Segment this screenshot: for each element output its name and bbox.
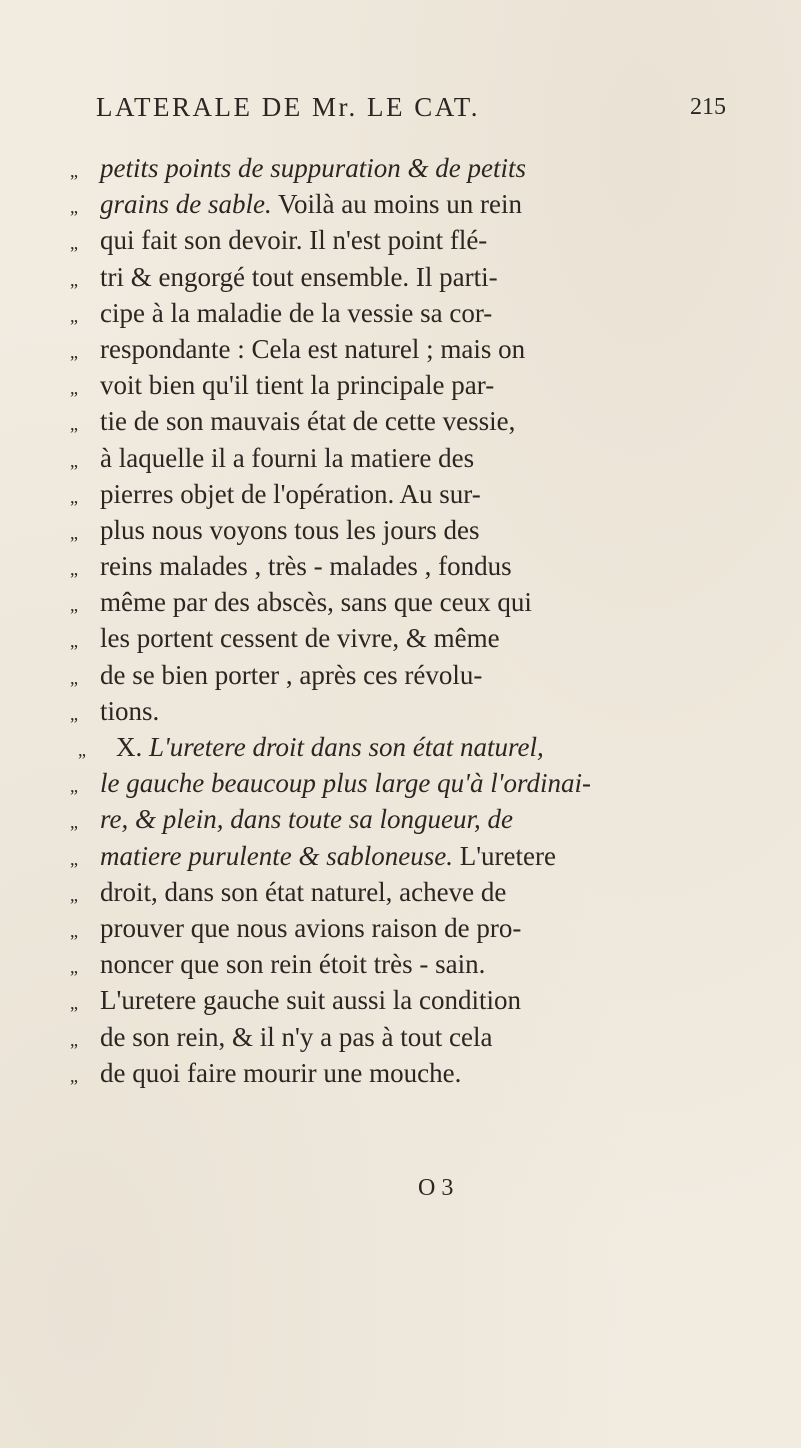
quote-mark: „: [70, 161, 78, 181]
text-line: [70, 696, 740, 732]
roman-text: L'uretere gauche suit aussi la condition: [100, 985, 521, 1016]
body-text: [70, 153, 740, 1094]
quote-mark: „: [70, 957, 78, 978]
roman-text: de quoi faire mourir une mouche.: [100, 1057, 462, 1088]
quote-mark: „: [70, 920, 78, 941]
roman-text: droit, dans son état naturel, acheve de: [100, 876, 507, 907]
line-content: [100, 1022, 493, 1053]
line-content: [100, 877, 506, 908]
line-content: [100, 515, 480, 546]
text-line: [70, 225, 740, 261]
roman-text: plus nous voyons tous les jours des: [100, 514, 480, 545]
quote-mark: „: [70, 414, 78, 435]
line-content: [116, 732, 544, 763]
quote-mark: „: [70, 1029, 78, 1050]
quote-mark: „: [70, 233, 78, 254]
text-line: [70, 189, 740, 225]
roman-text: de son rein, & il n'y a pas à tout cela: [100, 1021, 493, 1052]
line-content: [100, 262, 498, 293]
text-line: [70, 841, 740, 877]
quote-mark: „: [70, 703, 78, 724]
line-content: [100, 551, 512, 582]
roman-text: voit bien qu'il tient la principale par-: [100, 370, 495, 401]
quote-mark: „: [70, 595, 78, 616]
quote-mark: „: [70, 667, 78, 688]
text-line: [70, 587, 740, 623]
text-line: [70, 153, 740, 189]
line-content: [100, 189, 522, 220]
text-line: [70, 1058, 740, 1094]
text-line: [70, 262, 740, 298]
italic-text: grains de sable.: [100, 189, 272, 220]
line-content: [100, 696, 159, 727]
line-content: [100, 370, 494, 401]
roman-text: reins malades , très - malades , fondus: [100, 551, 512, 582]
quote-mark: „: [70, 450, 78, 471]
roman-text: cipe à la maladie de la vessie sa cor-: [100, 297, 493, 328]
text-line: [70, 660, 740, 696]
line-content: [100, 623, 500, 654]
roman-text: prouver que nous avions raison de pro-: [100, 912, 522, 943]
italic-text: re, & plein, dans toute sa longueur, de: [100, 804, 513, 835]
running-title: LATERALE DE Mr. LE CAT.: [96, 92, 480, 122]
text-line: [70, 623, 740, 659]
roman-text: tions.: [100, 695, 160, 726]
roman-text: L'uretere: [452, 840, 556, 871]
italic-text: le gauche beaucoup plus large qu'à l'ordinai-: [100, 768, 591, 799]
line-content: [100, 804, 513, 835]
italic-text: matiere purulente & sabloneuse.: [100, 840, 453, 871]
roman-text: respondante : Cela est naturel ; mais on: [100, 333, 526, 364]
text-line: [70, 515, 740, 551]
quote-mark: „: [70, 341, 78, 362]
line-content: [100, 660, 482, 691]
quote-mark: „: [70, 486, 78, 507]
quote-mark: „: [70, 1065, 78, 1086]
roman-text: qui fait son devoir. Il n'est point flé-: [100, 225, 488, 256]
line-content: [100, 985, 521, 1016]
line-content: [100, 334, 525, 365]
text-line: [70, 768, 740, 804]
quote-mark: „: [70, 269, 78, 290]
text-line: [70, 334, 740, 370]
line-content: [100, 841, 556, 872]
quote-mark: „: [70, 197, 78, 218]
quote-mark: „: [70, 522, 78, 543]
page-number: 215: [690, 94, 726, 120]
roman-text: pierres objet de l'opération. Au sur-: [100, 478, 481, 509]
roman-text: tie de son mauvais état de cette vessie,: [100, 406, 516, 437]
text-line: [70, 551, 740, 587]
line-content: [100, 153, 526, 184]
text-line: [70, 406, 740, 442]
quote-mark: „: [78, 740, 86, 760]
quote-mark: „: [70, 305, 78, 326]
line-content: [100, 225, 487, 256]
line-content: [100, 913, 521, 944]
line-content: [100, 443, 474, 474]
quote-mark: „: [70, 993, 78, 1014]
quote-mark: „: [70, 631, 78, 652]
line-content: [100, 949, 485, 980]
text-line: [70, 370, 740, 406]
quote-mark: „: [70, 559, 78, 580]
quote-mark: „: [70, 378, 78, 399]
page-header: [96, 92, 726, 136]
line-content: [100, 406, 515, 437]
text-line: [70, 804, 740, 840]
line-content: [100, 768, 591, 799]
text-line: [70, 985, 740, 1021]
text-line: [70, 443, 740, 479]
roman-text: les portent cessent de vivre, & même: [100, 623, 500, 654]
line-content: [100, 1058, 461, 1089]
text-line: [70, 479, 740, 515]
line-content: [100, 298, 492, 329]
line-content: [100, 479, 481, 510]
text-line: [70, 949, 740, 985]
text-line: [70, 298, 740, 334]
roman-text: à laquelle il a fourni la matiere des: [100, 442, 475, 473]
italic-text: L'uretere droit dans son état naturel,: [149, 732, 544, 762]
text-line: [70, 1022, 740, 1058]
quote-mark: „: [70, 776, 78, 797]
quote-mark: „: [70, 884, 78, 905]
text-line: [70, 913, 740, 949]
roman-text: tri & engorgé tout ensemble. Il parti-: [100, 261, 498, 292]
signature-mark: O 3: [418, 1175, 454, 1201]
text-line: [70, 732, 740, 768]
text-line: [70, 877, 740, 913]
roman-text: noncer que son rein étoit très - sain.: [100, 949, 486, 980]
italic-text: petits points de suppuration & de petits: [100, 153, 526, 183]
roman-text: de se bien porter , après ces révolu-: [100, 659, 483, 690]
roman-text: X.: [116, 732, 149, 762]
roman-text: Voilà au moins un rein: [271, 189, 522, 220]
line-content: [100, 587, 532, 618]
quote-mark: „: [70, 812, 78, 833]
roman-text: même par des abscès, sans que ceux qui: [100, 587, 532, 618]
quote-mark: „: [70, 848, 78, 869]
